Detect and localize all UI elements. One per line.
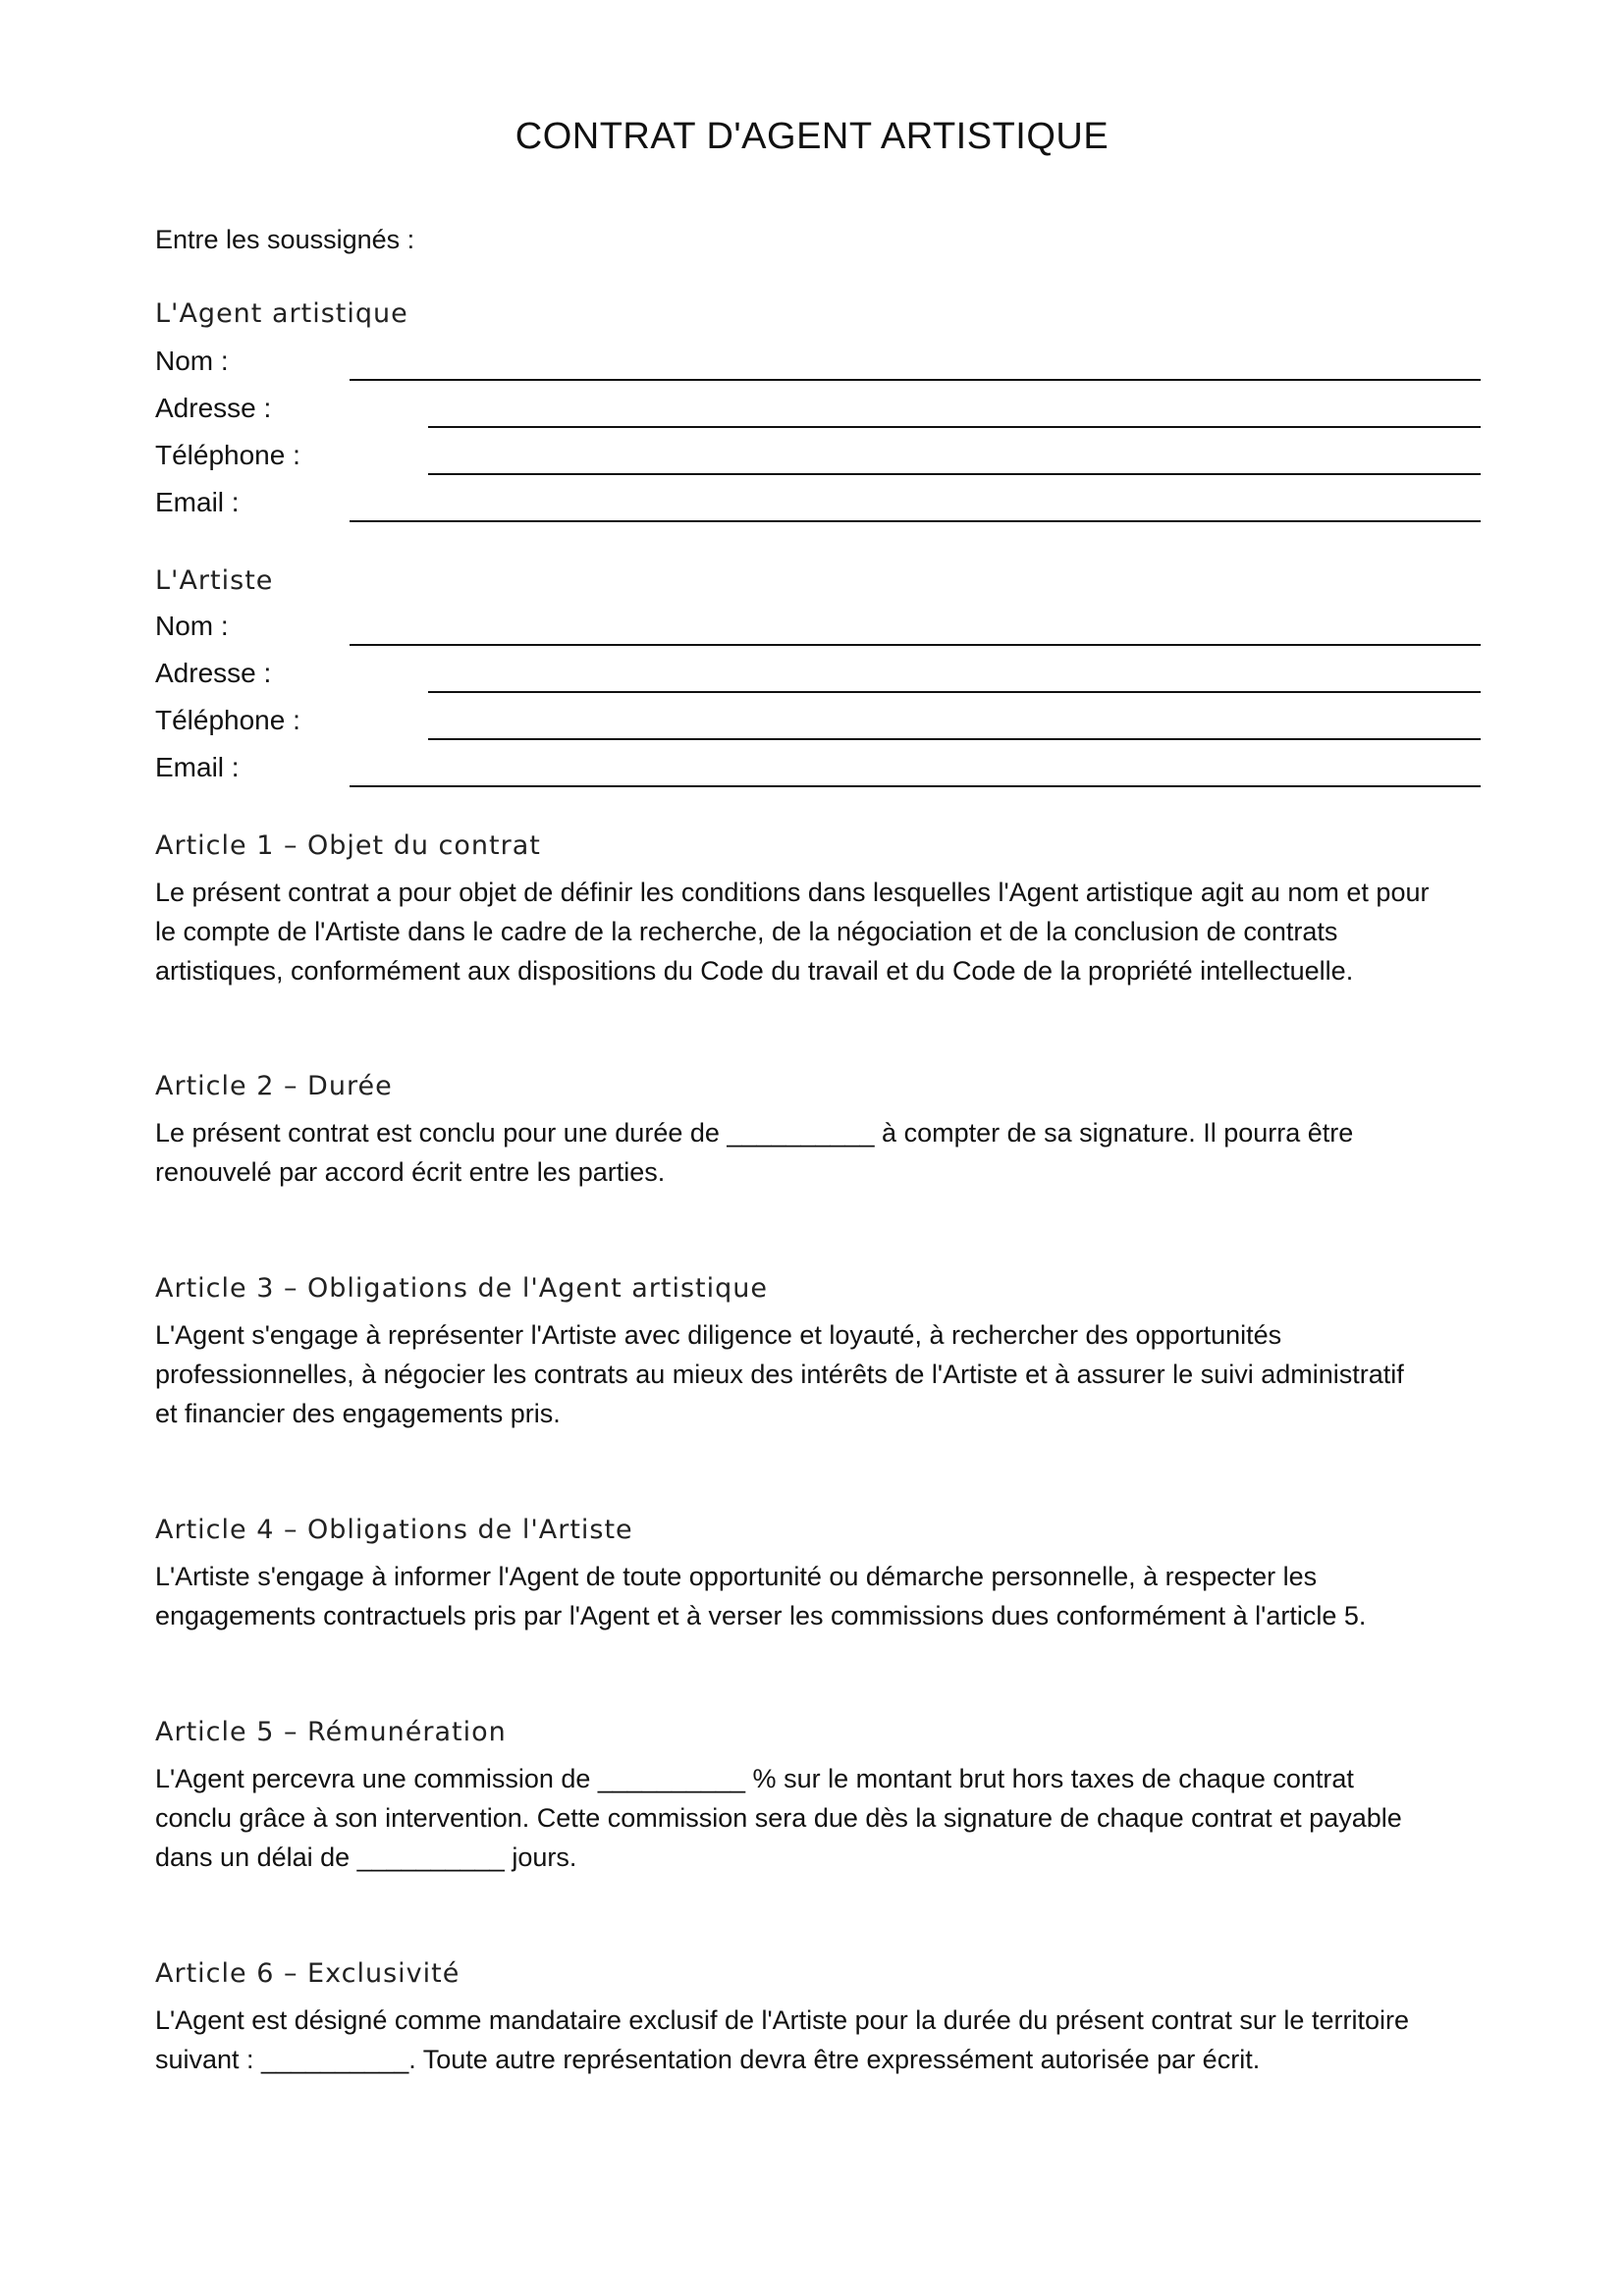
article-4-heading: Article 4 – Obligations de l'Artiste <box>155 1515 633 1545</box>
agent-email-field[interactable] <box>350 520 1481 522</box>
document-title: CONTRAT D'AGENT ARTISTIQUE <box>514 116 1110 157</box>
artiste-nom-label: Nom : <box>155 611 229 641</box>
article-1-body <box>155 873 1490 990</box>
artiste-telephone-field[interactable] <box>428 738 1481 740</box>
article-5-line-2: conclu grâce à son intervention. Cette commission sera due dès la signature de chaque contrat et payable <box>155 1803 1402 1833</box>
artiste-adresse-field[interactable] <box>428 691 1481 693</box>
agent-section-heading: L'Agent artistique <box>155 298 408 329</box>
intro-text: Entre les soussignés : <box>155 225 415 254</box>
agent-adresse-field[interactable] <box>428 426 1481 428</box>
article-6-heading: Article 6 – Exclusivité <box>155 1958 460 1989</box>
artiste-section-heading: L'Artiste <box>155 565 274 596</box>
article-5-body <box>155 1759 1490 1877</box>
agent-adresse-label: Adresse : <box>155 393 272 423</box>
agent-telephone-label: Téléphone : <box>155 440 300 470</box>
article-1-line-1: Le présent contrat a pour objet de définir les conditions dans lesquelles l'Agent artistique agit au nom et pour <box>155 878 1430 907</box>
article-1-heading: Article 1 – Objet du contrat <box>155 830 541 861</box>
agent-telephone-field[interactable] <box>428 473 1481 475</box>
agent-nom-field[interactable] <box>350 379 1481 381</box>
article-5-heading: Article 5 – Rémunération <box>155 1717 507 1747</box>
agent-email-label: Email : <box>155 487 240 517</box>
article-1-line-3: artistiques, conformément aux dispositions du Code du travail et du Code de la propriété intellectuelle. <box>155 956 1354 986</box>
artiste-adresse-label: Adresse : <box>155 658 272 688</box>
article-6-line-1: L'Agent est désigné comme mandataire exclusif de l'Artiste pour la durée du présent contrat sur le territoire <box>155 2005 1409 2035</box>
article-3-heading: Article 3 – Obligations de l'Agent artistique <box>155 1273 768 1304</box>
article-5-line-1: L'Agent percevra une commission de __________ % sur le montant brut hors taxes de chaque contrat <box>155 1764 1354 1793</box>
article-4-body <box>155 1557 1490 1635</box>
agent-nom-label: Nom : <box>155 346 229 376</box>
article-5-line-3: dans un délai de __________ jours. <box>155 1842 577 1872</box>
article-2-body <box>155 1113 1490 1192</box>
article-4-line-2: engagements contractuels pris par l'Agent et à verser les commissions dues conformément à l'article 5. <box>155 1601 1367 1630</box>
article-2-line-2: renouvelé par accord écrit entre les parties. <box>155 1157 666 1187</box>
article-1-line-2: le compte de l'Artiste dans le cadre de la recherche, de la négociation et de la conclusion de contrats <box>155 917 1338 946</box>
article-4-line-1: L'Artiste s'engage à informer l'Agent de toute opportunité ou démarche personnelle, à respecter les <box>155 1562 1318 1591</box>
article-6-line-2: suivant : __________. Toute autre représentation devra être expressément autorisée par écrit. <box>155 2045 1261 2074</box>
artiste-nom-field[interactable] <box>350 644 1481 646</box>
artiste-telephone-label: Téléphone : <box>155 705 300 735</box>
article-2-line-1: Le présent contrat est conclu pour une durée de __________ à compter de sa signature. Il pourra être <box>155 1118 1354 1148</box>
article-6-body <box>155 2001 1490 2079</box>
artiste-email-label: Email : <box>155 752 240 782</box>
article-2-heading: Article 2 – Durée <box>155 1071 393 1101</box>
article-3-line-1: L'Agent s'engage à représenter l'Artiste avec diligence et loyauté, à rechercher des opportunités <box>155 1320 1282 1350</box>
artiste-email-field[interactable] <box>350 785 1481 787</box>
article-3-line-3: et financier des engagements pris. <box>155 1399 561 1428</box>
article-3-body <box>155 1315 1490 1433</box>
article-3-line-2: professionnelles, à négocier les contrats au mieux des intérêts de l'Artiste et à assurer le suivi administratif <box>155 1360 1404 1389</box>
